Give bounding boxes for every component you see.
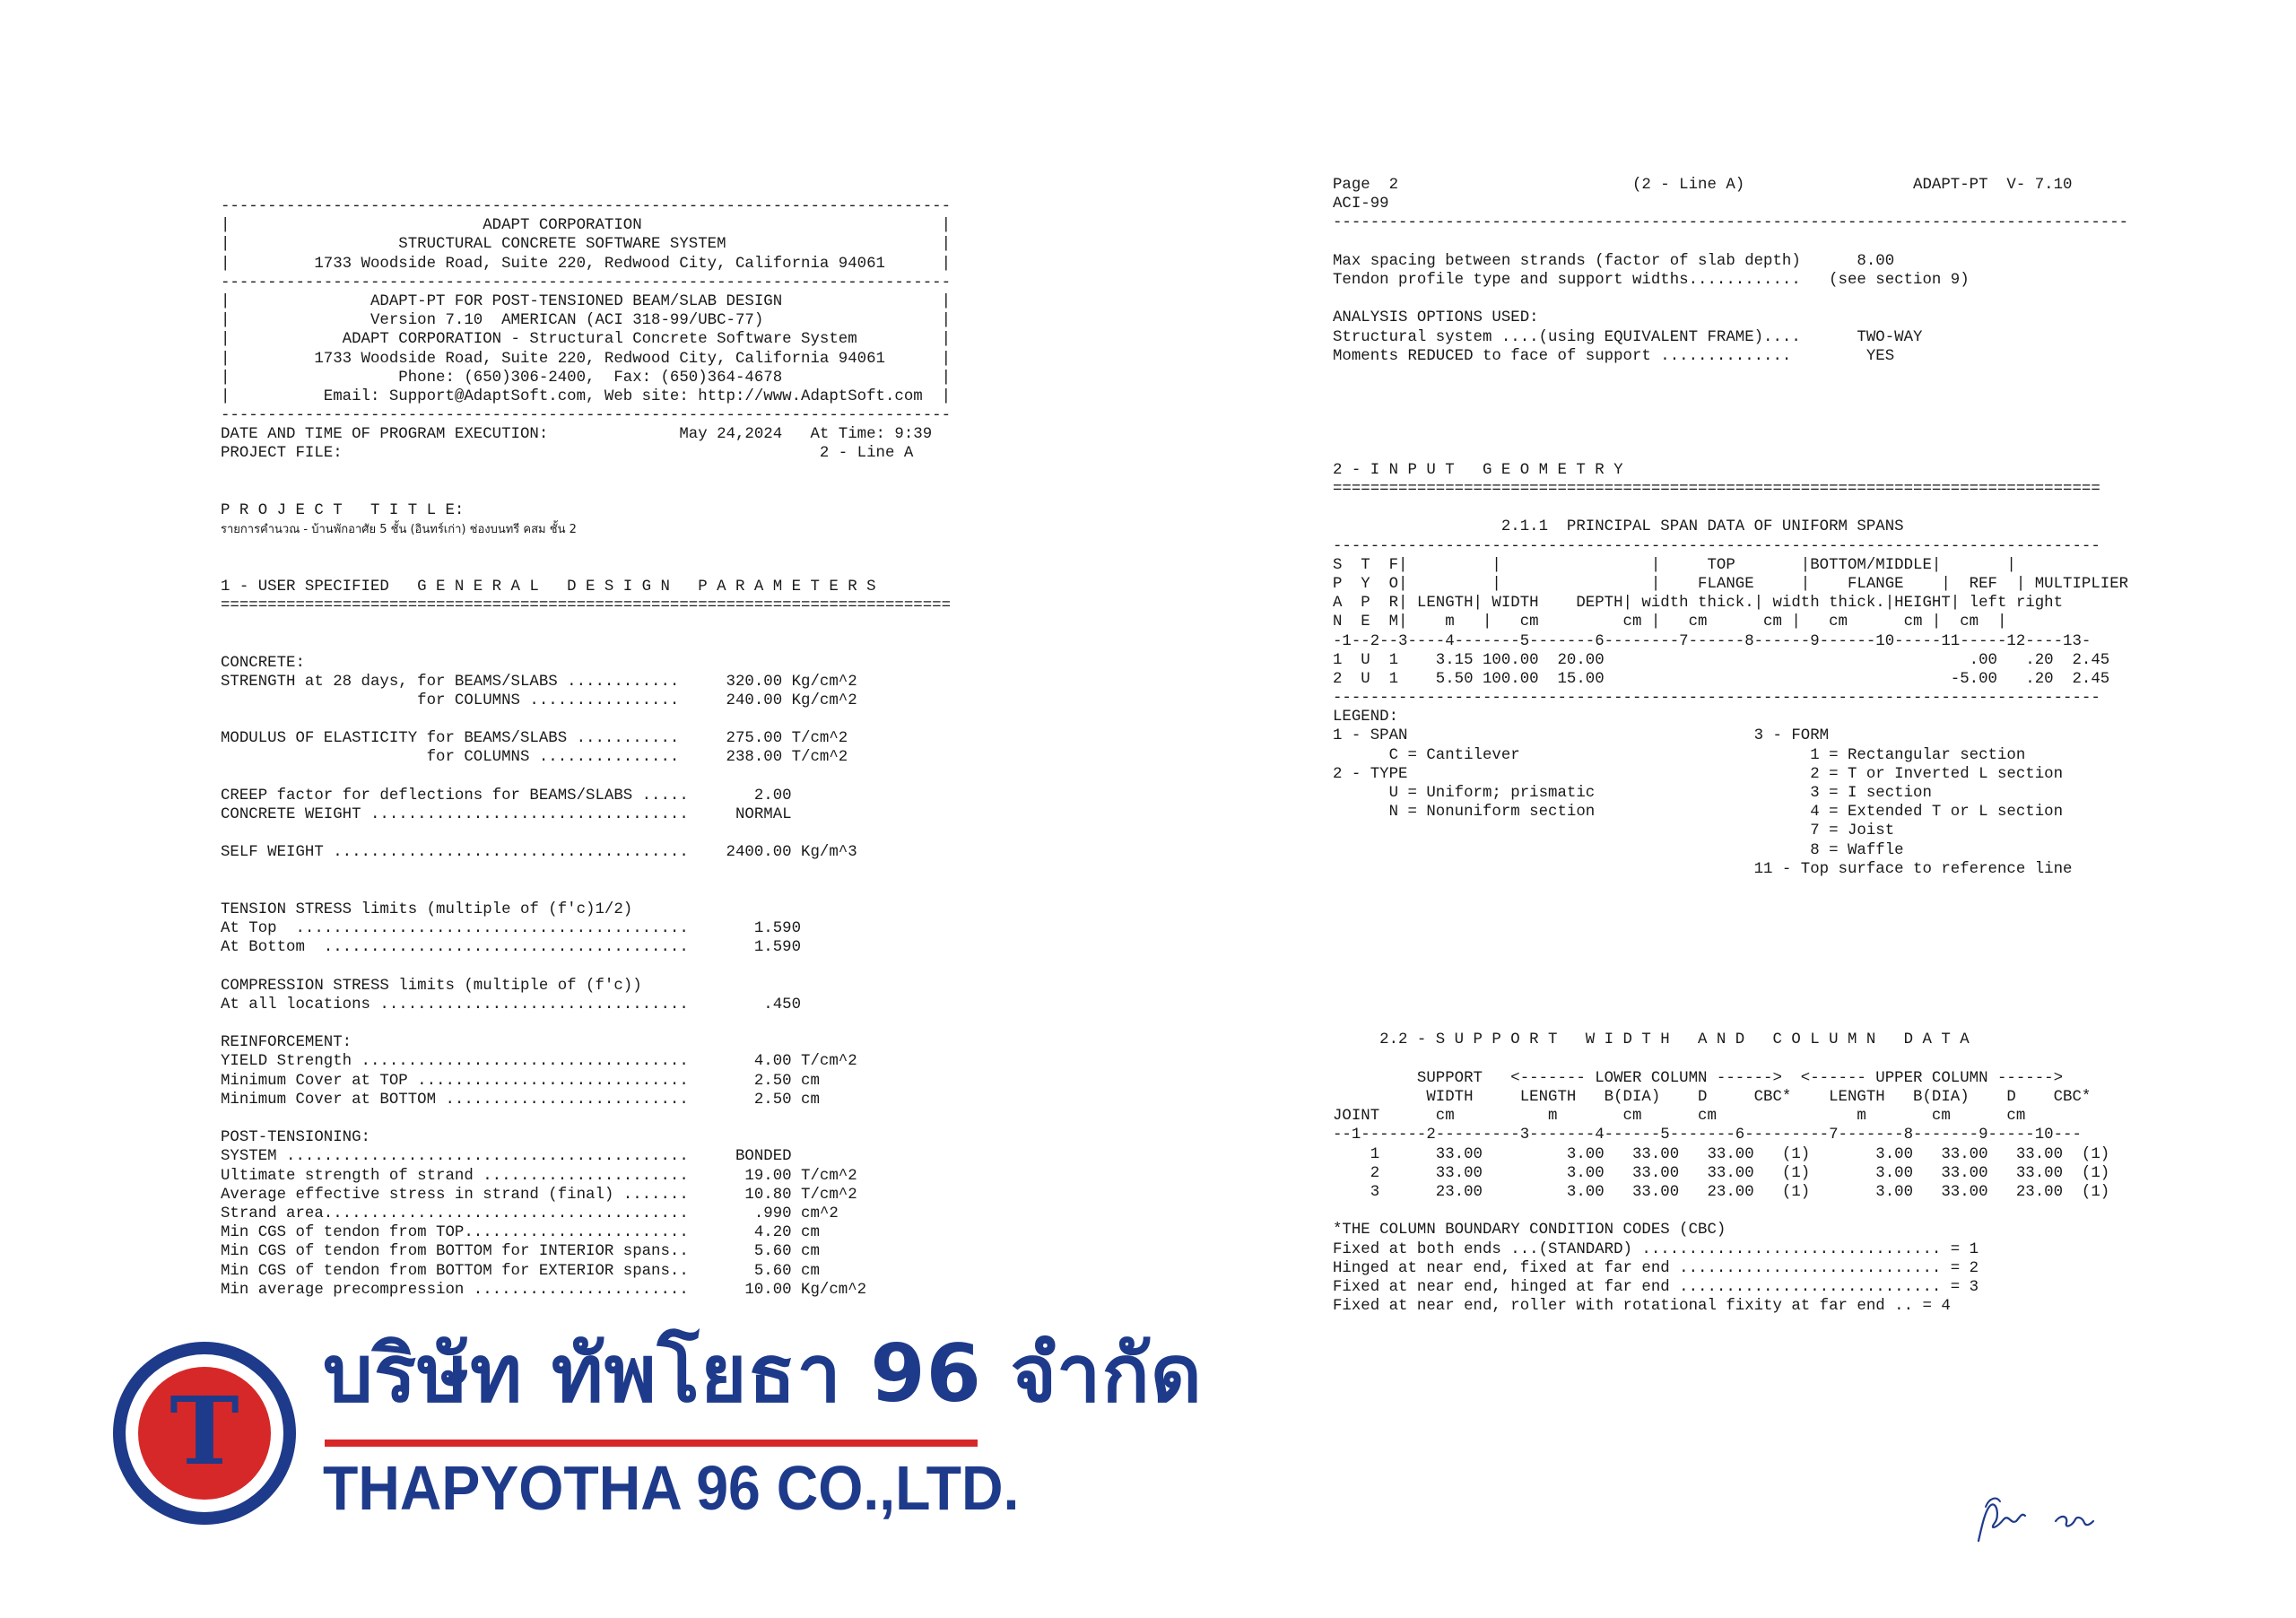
- blank-line: [1333, 936, 2266, 955]
- blank-line: [221, 824, 1010, 843]
- logo-letter: T: [170, 1376, 239, 1486]
- left-page-line: DATE AND TIME OF PROGRAM EXECUTION: May 24,2024 At Time: 9:39: [221, 426, 933, 444]
- right-page-line: Fixed at both ends ...(STANDARD) ................................ = 1: [1333, 1240, 1979, 1258]
- left-page-line: | Version 7.10 AMERICAN (ACI 318-99/UBC-77) |: [221, 312, 952, 330]
- right-page-line: Hinged at near end, fixed at far end ............................ = 2: [1333, 1259, 1979, 1277]
- left-page-line: Min average precompression ....................... 10.00 Kg/cm^2: [221, 1281, 867, 1299]
- blank-line: [1333, 898, 2266, 917]
- right-page-line: ==================================================================================: [1333, 481, 2100, 498]
- blank-line: [221, 882, 1010, 900]
- right-page-line: 7 = Joist: [1333, 822, 1895, 840]
- left-page-line: SELF WEIGHT ...................................... 2400.00 Kg/m^3: [221, 844, 857, 862]
- left-page-line: P R O J E C T T I T L E:: [221, 502, 465, 519]
- left-page-line: Min CGS of tendon from BOTTOM for INTERIOR spans.. 5.60 cm: [221, 1243, 820, 1261]
- right-page-line: 1 33.00 3.00 33.00 33.00 (1) 3.00 33.00 33.00 (1): [1333, 1145, 2110, 1163]
- blank-line: [221, 768, 1010, 787]
- right-page-line: N E M| m | cm cm | cm cm | cm cm | cm |: [1333, 613, 2007, 631]
- blank-line: [221, 539, 1010, 558]
- right-page-line: 2 - I N P U T G E O M E T R Y: [1333, 461, 1623, 479]
- blank-line: [1333, 404, 2266, 422]
- right-page-line: 2.1.1 PRINCIPAL SPAN DATA OF UNIFORM SPANS: [1333, 518, 1904, 536]
- right-page-line: 11 - Top surface to reference line: [1333, 860, 2073, 878]
- left-page-line: CONCRETE WEIGHT .................................. NORMAL: [221, 806, 792, 823]
- blank-line: [221, 1109, 1010, 1128]
- left-page-line: Minimum Cover at BOTTOM .......................... 2.50 cm: [221, 1091, 820, 1109]
- company-name-english: THAPYOTHA 96 CO.,LTD.: [323, 1453, 1020, 1523]
- left-page-line: Average effective stress in strand (final) ....... 10.80 T/cm^2: [221, 1186, 857, 1204]
- right-page-line: ----------------------------------------------------------------------------------: [1333, 690, 2100, 708]
- blank-line: [1333, 955, 2266, 974]
- handwritten-signature-icon: [1970, 1489, 2113, 1552]
- left-page-line: MODULUS OF ELASTICITY for BEAMS/SLABS ........... 275.00 T/cm^2: [221, 730, 848, 748]
- left-page-line: Minimum Cover at TOP ............................. 2.50 cm: [221, 1072, 820, 1090]
- left-page-line: TENSION STRESS limits (multiple of (f'c)1/2): [221, 900, 633, 918]
- right-page-line: JOINT cm m cm cm m cm cm: [1333, 1108, 2026, 1126]
- left-page: [221, 197, 1010, 1300]
- left-page-line: CREEP factor for deflections for BEAMS/SLABS ..... 2.00: [221, 787, 792, 805]
- blank-line: [1333, 233, 2266, 252]
- right-page-line: 1 - SPAN 3 - FORM: [1333, 727, 1830, 745]
- right-page-line: *THE COLUMN BOUNDARY CONDITION CODES (CBC): [1333, 1222, 1726, 1240]
- right-page-line: 1 U 1 3.15 100.00 20.00 .00 .20 2.45: [1333, 651, 2110, 669]
- right-page-line: Fixed at near end, hinged at far end ............................ = 3: [1333, 1278, 1979, 1296]
- blank-line: [221, 863, 1010, 882]
- left-page-line: ------------------------------------------------------------------------------: [221, 198, 952, 215]
- left-page-line: for COLUMNS ............... 238.00 T/cm^2: [221, 749, 848, 767]
- blank-line: [1333, 385, 2266, 404]
- blank-line: [1333, 1050, 2266, 1069]
- left-page-line: Ultimate strength of strand ...................... 19.00 T/cm^2: [221, 1167, 857, 1185]
- blank-line: [221, 634, 1010, 653]
- blank-line: [1333, 442, 2266, 461]
- right-page-line: 3 23.00 3.00 33.00 23.00 (1) 3.00 33.00 23.00 (1): [1333, 1183, 2110, 1201]
- blank-line: [221, 615, 1010, 634]
- left-page-line: At Bottom ....................................... 1.590: [221, 939, 802, 957]
- right-page-line: WIDTH LENGTH B(DIA) D CBC* LENGTH B(DIA) D CBC*: [1333, 1089, 2092, 1106]
- left-page-line: PROJECT FILE: 2 - Line A: [221, 445, 914, 463]
- left-page-line: Min CGS of tendon from BOTTOM for EXTERIOR spans.. 5.60 cm: [221, 1262, 820, 1280]
- right-page-line: A P R| LENGTH| WIDTH DEPTH| width thick.| width thick.|HEIGHT| left right: [1333, 595, 2064, 613]
- right-page-line: Fixed at near end, roller with rotational fixity at far end .. = 4: [1333, 1298, 1951, 1316]
- right-page-line: Structural system ....(using EQUIVALENT FRAME).... TWO-WAY: [1333, 328, 1923, 346]
- blank-line: [1333, 1202, 2266, 1221]
- right-page-line: -1--2--3----4-------5-------6--------7------8------9------10-----11-----12----13-: [1333, 632, 2092, 650]
- left-page-line: SYSTEM ........................................... BONDED: [221, 1148, 792, 1166]
- left-page-line: ------------------------------------------------------------------------------: [221, 407, 952, 425]
- left-page-line: Strand area....................................... .990 cm^2: [221, 1205, 839, 1222]
- blank-line: [221, 1014, 1010, 1033]
- project-title-thai: รายการคำนวณ - บ้านพักอาศัย 5 ชั้น (อินทร์เก่า) ช่องบนทรี คสม ชั้น 2: [221, 523, 577, 537]
- right-page-line: ACI-99: [1333, 196, 1389, 213]
- right-page-line: 8 = Waffle: [1333, 841, 1904, 859]
- company-name-thai: บริษัท ทัพโยธา 96 จำกัด: [323, 1327, 1203, 1420]
- right-page-line: ----------------------------------------------------------------------------------: [1333, 537, 2100, 555]
- left-page-line: ------------------------------------------------------------------------------: [221, 274, 952, 291]
- right-page-line: S T F| | | TOP |BOTTOM/MIDDLE| |: [1333, 556, 2016, 574]
- blank-line: [1333, 917, 2266, 935]
- left-page-line: 1 - USER SPECIFIED G E N E R A L D E S I G N P A R A M E T E R S: [221, 578, 876, 596]
- logo-divider: [325, 1440, 978, 1447]
- left-page-line: for COLUMNS ................ 240.00 Kg/cm^2: [221, 692, 857, 709]
- right-page-line: P Y O| | | FLANGE | FLANGE | REF | MULTIPLIER: [1333, 575, 2129, 593]
- left-page-line: | Phone: (650)306-2400, Fax: (650)364-4678 |: [221, 369, 952, 387]
- right-page-line: Page 2 (2 - Line A) ADAPT-PT V- 7.10: [1333, 177, 2073, 194]
- left-page-line: | STRUCTURAL CONCRETE SOFTWARE SYSTEM |: [221, 236, 952, 254]
- left-page-line: | 1733 Woodside Road, Suite 220, Redwood City, California 94061 |: [221, 255, 952, 273]
- right-page-line: SUPPORT <------- LOWER COLUMN ------> <------ UPPER COLUMN ------>: [1333, 1069, 2064, 1087]
- right-page-line: Moments REDUCED to face of support .............. YES: [1333, 347, 1895, 365]
- left-page-line: | ADAPT-PT FOR POST-TENSIONED BEAM/SLAB DESIGN |: [221, 292, 952, 310]
- left-page-line: | ADAPT CORPORATION - Structural Concrete Software System |: [221, 331, 952, 349]
- left-page-line: YIELD Strength ................................... 4.00 T/cm^2: [221, 1053, 857, 1071]
- right-page-line: 2 33.00 3.00 33.00 33.00 (1) 3.00 33.00 33.00 (1): [1333, 1164, 2110, 1182]
- logo-emblem-icon: [109, 1338, 300, 1528]
- left-page-line: | ADAPT CORPORATION |: [221, 217, 952, 235]
- blank-line: [1333, 1012, 2266, 1031]
- right-page-line: Tendon profile type and support widths............ (see section 9): [1333, 271, 1970, 289]
- blank-line: [221, 710, 1010, 729]
- left-page-line: At Top .......................................... 1.590: [221, 920, 802, 938]
- left-page-line: Min CGS of tendon from TOP........................ 4.20 cm: [221, 1224, 820, 1242]
- left-page-line: ==============================================================================: [221, 596, 952, 614]
- right-page-line: C = Cantilever 1 = Rectangular section: [1333, 746, 2026, 764]
- left-page-line: | 1733 Woodside Road, Suite 220, Redwood City, California 94061 |: [221, 350, 952, 368]
- right-page-line: N = Nonuniform section 4 = Extended T or L section: [1333, 804, 2064, 822]
- blank-line: [1333, 879, 2266, 898]
- blank-line: [221, 559, 1010, 578]
- left-page-line: COMPRESSION STRESS limits (multiple of (f'c)): [221, 977, 642, 995]
- left-page-line: STRENGTH at 28 days, for BEAMS/SLABS ............ 320.00 Kg/cm^2: [221, 673, 857, 691]
- right-page-line: 2.2 - S U P P O R T W I D T H A N D C O L U M N D A T A: [1333, 1031, 1970, 1049]
- left-page-line: At all locations ................................. .450: [221, 996, 802, 1013]
- blank-line: [1333, 290, 2266, 309]
- blank-line: [1333, 422, 2266, 441]
- right-page-line: LEGEND:: [1333, 709, 1399, 726]
- blank-line: [1333, 993, 2266, 1012]
- right-page-line: --1-------2---------3-------4------5-------6---------7-------8-------9-----10---: [1333, 1127, 2082, 1144]
- blank-line: [221, 958, 1010, 977]
- left-page-line: CONCRETE:: [221, 654, 305, 672]
- right-page-line: ANALYSIS OPTIONS USED:: [1333, 309, 1539, 327]
- right-page: [1333, 176, 2266, 1316]
- right-page-line: Max spacing between strands (factor of slab depth) 8.00: [1333, 252, 1895, 270]
- right-page-line: 2 U 1 5.50 100.00 15.00 -5.00 .20 2.45: [1333, 670, 2110, 688]
- left-page-line: | Email: Support@AdaptSoft.com, Web site: http://www.AdaptSoft.com |: [221, 387, 952, 405]
- blank-line: [1333, 366, 2266, 385]
- blank-line: [1333, 974, 2266, 993]
- right-page-line: -------------------------------------------------------------------------------------: [1333, 214, 2129, 232]
- blank-line: [221, 483, 1010, 501]
- right-page-line: 2 - TYPE 2 = T or Inverted L section: [1333, 765, 2064, 783]
- right-page-line: U = Uniform; prismatic 3 = I section: [1333, 785, 1932, 802]
- left-page-line: POST-TENSIONING:: [221, 1129, 370, 1147]
- blank-line: [221, 464, 1010, 483]
- left-page-line: REINFORCEMENT:: [221, 1034, 352, 1052]
- company-logo: [83, 1311, 1203, 1552]
- blank-line: [1333, 499, 2266, 518]
